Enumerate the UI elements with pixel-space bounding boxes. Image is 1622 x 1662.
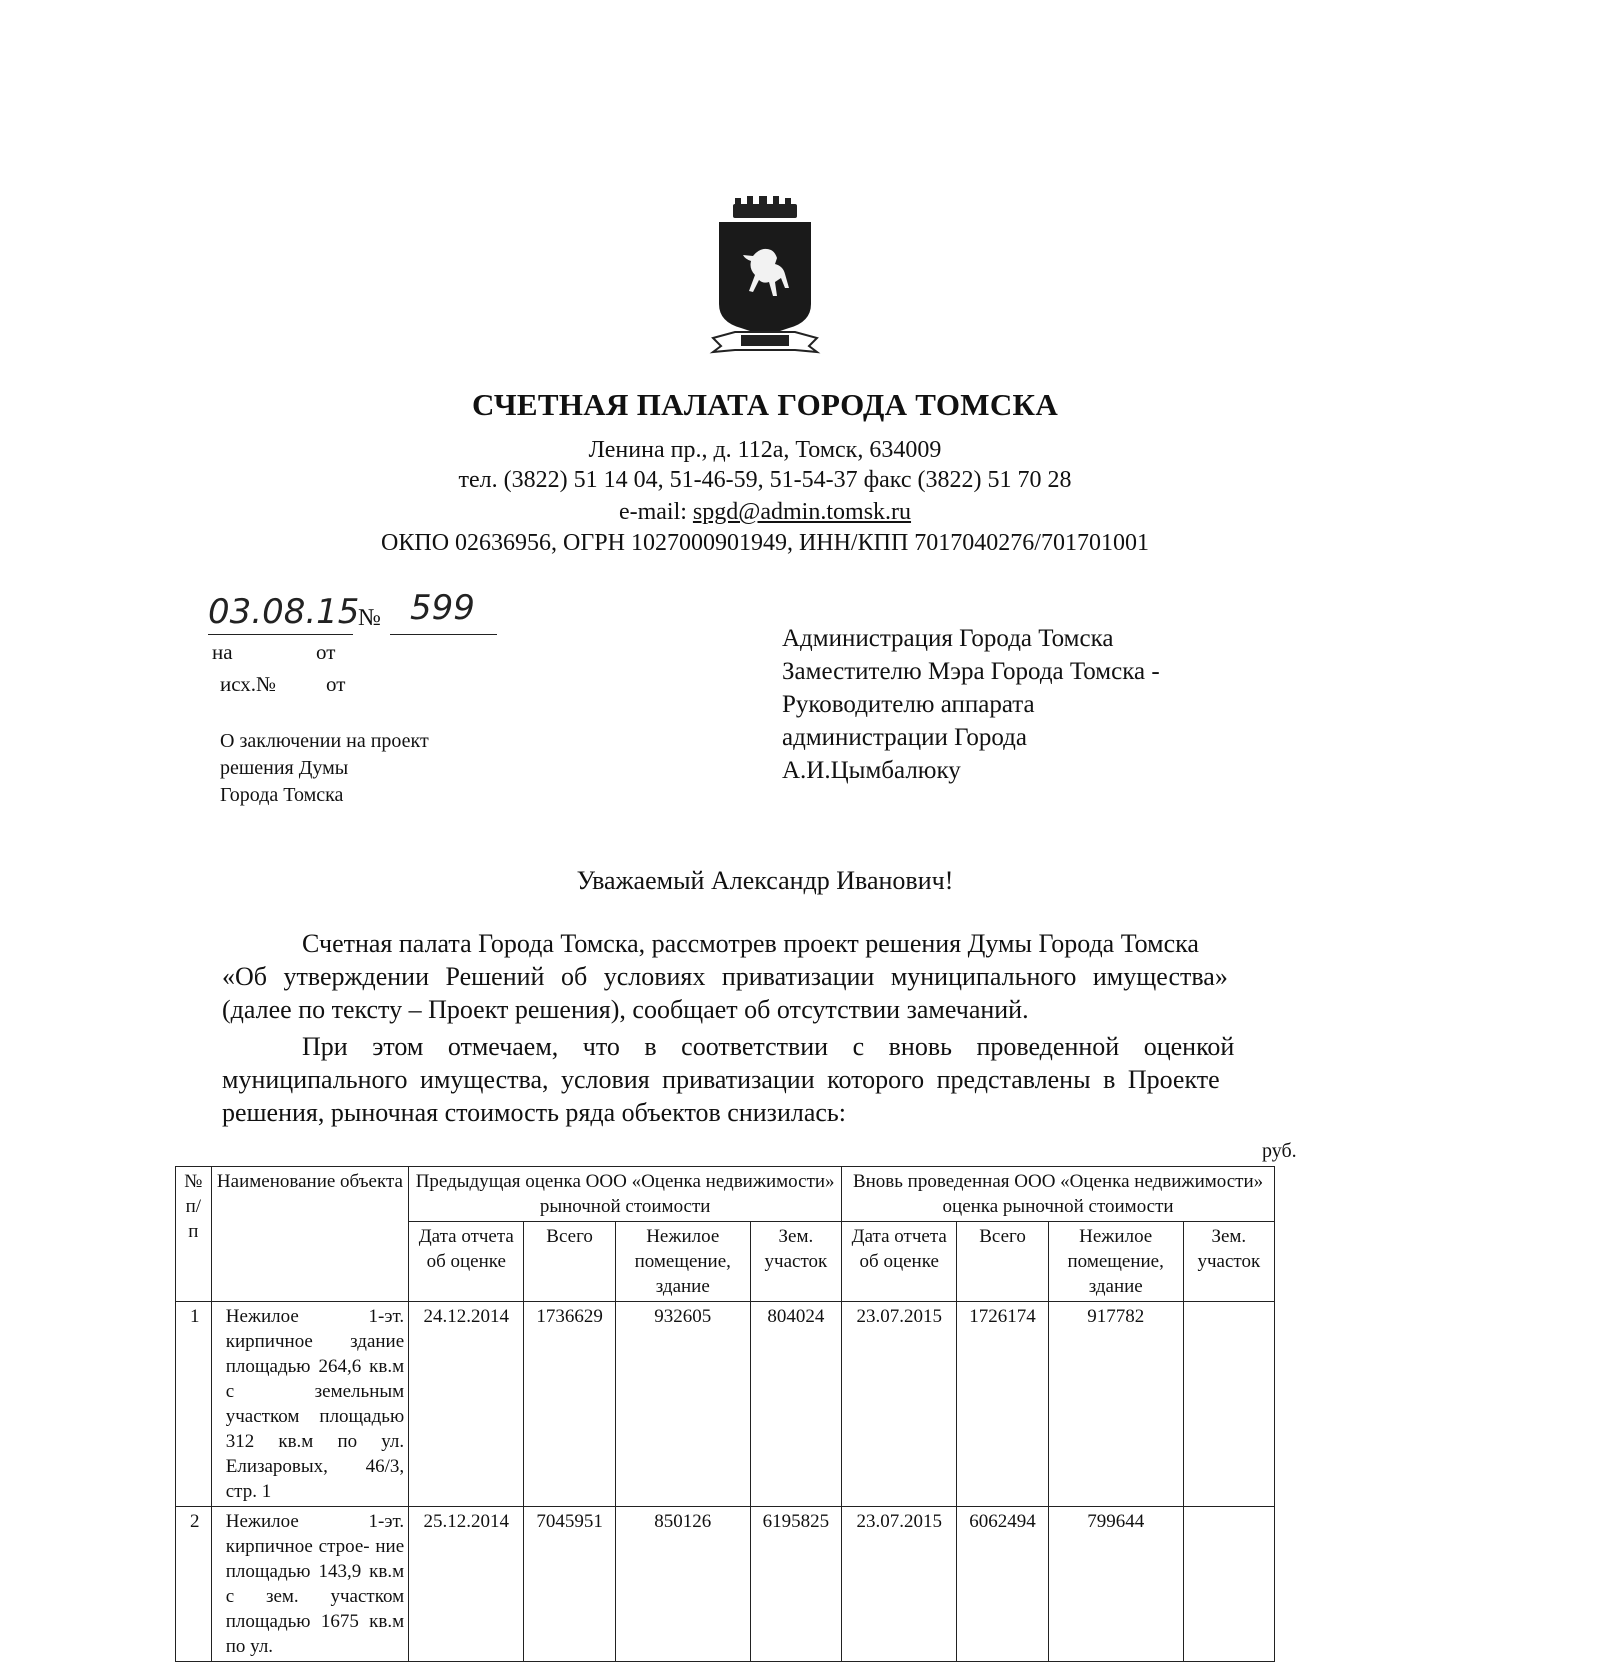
new-building-cell: 917782 xyxy=(1048,1302,1183,1507)
column-group-new-valuation: Вновь проведенная ООО «Оценка недвижимости» оценка рыночной стоимости xyxy=(842,1167,1275,1222)
column-header-total: Всего xyxy=(524,1222,615,1302)
row-number: 2 xyxy=(176,1507,212,1662)
number-sign: № xyxy=(358,605,381,631)
new-total-cell: 6062494 xyxy=(957,1507,1048,1662)
row-number: 1 xyxy=(176,1302,212,1507)
column-header-land: Зем. участок xyxy=(1183,1222,1274,1302)
reference-ot-label: от xyxy=(316,640,336,664)
subject-line: Города Томска xyxy=(220,784,344,806)
new-land-cell xyxy=(1183,1507,1274,1662)
reference-isx-label: исх.№ xyxy=(220,672,277,696)
subject-line: решения Думы xyxy=(220,757,349,779)
paragraph-line: муниципального имущества, условия приватизации которого представлены в Проекте xyxy=(222,1065,1220,1094)
column-header-number: № п/ п xyxy=(176,1167,212,1302)
body-paragraph-1 xyxy=(222,927,1622,1026)
body-paragraph-2 xyxy=(222,1030,1622,1129)
object-name: Нежилое 1-эт. кирпичное строе- ние площадью 143,9 кв.м с зем. участком площадью 1675 кв.м по ул. xyxy=(211,1507,408,1662)
addressee-line: А.И.Цымбалюку xyxy=(782,757,961,784)
new-land-cell xyxy=(1183,1302,1274,1507)
units-label: руб. xyxy=(1262,1140,1297,1162)
reference-ot2-label: от xyxy=(326,672,346,696)
paragraph-line: Счетная палата Города Томска, рассмотрев проект решения Думы Города Томска xyxy=(302,929,1199,958)
letter-subject xyxy=(220,728,520,809)
organization-title: СЧЕТНАЯ ПАЛАТА ГОРОДА ТОМСКА xyxy=(471,387,1059,422)
addressee-line: Руководителю аппарата xyxy=(782,691,1035,718)
prev-total-cell: 7045951 xyxy=(524,1507,615,1662)
header-email-line xyxy=(0,499,1530,526)
object-name: Нежилое 1-эт. кирпичное здание площадью 264,6 кв.м с земельным участком площадью 312 кв.м по ул. Елизаровых, 46/3, стр. 1 xyxy=(211,1302,408,1507)
outgoing-date-handwritten: 03.08.15 xyxy=(208,592,360,632)
prev-land-cell: 6195825 xyxy=(750,1507,841,1662)
paragraph-line: решения, рыночная стоимость ряда объектов снизилась: xyxy=(222,1098,846,1127)
new-date-cell: 23.07.2015 xyxy=(842,1302,957,1507)
header-address: Ленина пр., д. 112а, Томск, 634009 xyxy=(588,437,942,463)
column-header-date: Дата отчета об оценке xyxy=(409,1222,524,1302)
email-link[interactable]: spgd@admin.tomsk.ru xyxy=(692,499,912,525)
column-header-land: Зем. участок xyxy=(750,1222,841,1302)
addressee-block xyxy=(782,622,1262,787)
prev-building-cell: 850126 xyxy=(615,1507,750,1662)
paragraph-line: При этом отмечаем, что в соответствии с вновь проведенной оценкой xyxy=(302,1032,1235,1061)
prev-total-cell: 1736629 xyxy=(524,1302,615,1507)
greeting: Уважаемый Александр Иванович! xyxy=(576,866,954,895)
column-header-name: Наименование объекта xyxy=(211,1167,408,1302)
paragraph-line: «Об утверждении Решений об условиях приватизации муниципального имущества» xyxy=(222,962,1228,991)
table-row xyxy=(176,1507,1275,1662)
paragraph-line: (далее по тексту – Проект решения), сообщает об отсутствии замечаний. xyxy=(222,995,1029,1024)
new-total-cell: 1726174 xyxy=(957,1302,1048,1507)
column-header-building: Нежилое помещение, здание xyxy=(615,1222,750,1302)
prev-land-cell: 804024 xyxy=(750,1302,841,1507)
prev-date-cell: 24.12.2014 xyxy=(409,1302,524,1507)
new-date-cell: 23.07.2015 xyxy=(842,1507,957,1662)
column-header-date: Дата отчета об оценке xyxy=(842,1222,957,1302)
prev-building-cell: 932605 xyxy=(615,1302,750,1507)
header-registration-codes: ОКПО 02636956, ОГРН 1027000901949, ИНН/КПП 7017040276/701701001 xyxy=(381,530,1149,556)
addressee-line: администрации Города xyxy=(782,724,1027,751)
column-header-building: Нежилое помещение, здание xyxy=(1048,1222,1183,1302)
prev-date-cell: 25.12.2014 xyxy=(409,1507,524,1662)
valuation-comparison-table xyxy=(175,1166,1275,1662)
reference-na-label: на xyxy=(212,640,233,664)
table-row xyxy=(176,1302,1275,1507)
addressee-line: Заместителю Мэра Города Томска - xyxy=(782,658,1160,685)
column-header-total: Всего xyxy=(957,1222,1048,1302)
email-label: e-mail: xyxy=(618,499,687,525)
subject-line: О заключении на проект xyxy=(220,730,429,752)
new-building-cell: 799644 xyxy=(1048,1507,1183,1662)
outgoing-number-handwritten: 599 xyxy=(410,588,475,628)
column-group-previous-valuation: Предыдущая оценка ООО «Оценка недвижимости» рыночной стоимости xyxy=(409,1167,842,1222)
header-phones: тел. (3822) 51 14 04, 51-46-59, 51-54-37 факс (3822) 51 70 28 xyxy=(458,467,1072,493)
coat-of-arms-emblem xyxy=(705,196,825,356)
addressee-line: Администрация Города Томска xyxy=(782,625,1114,652)
